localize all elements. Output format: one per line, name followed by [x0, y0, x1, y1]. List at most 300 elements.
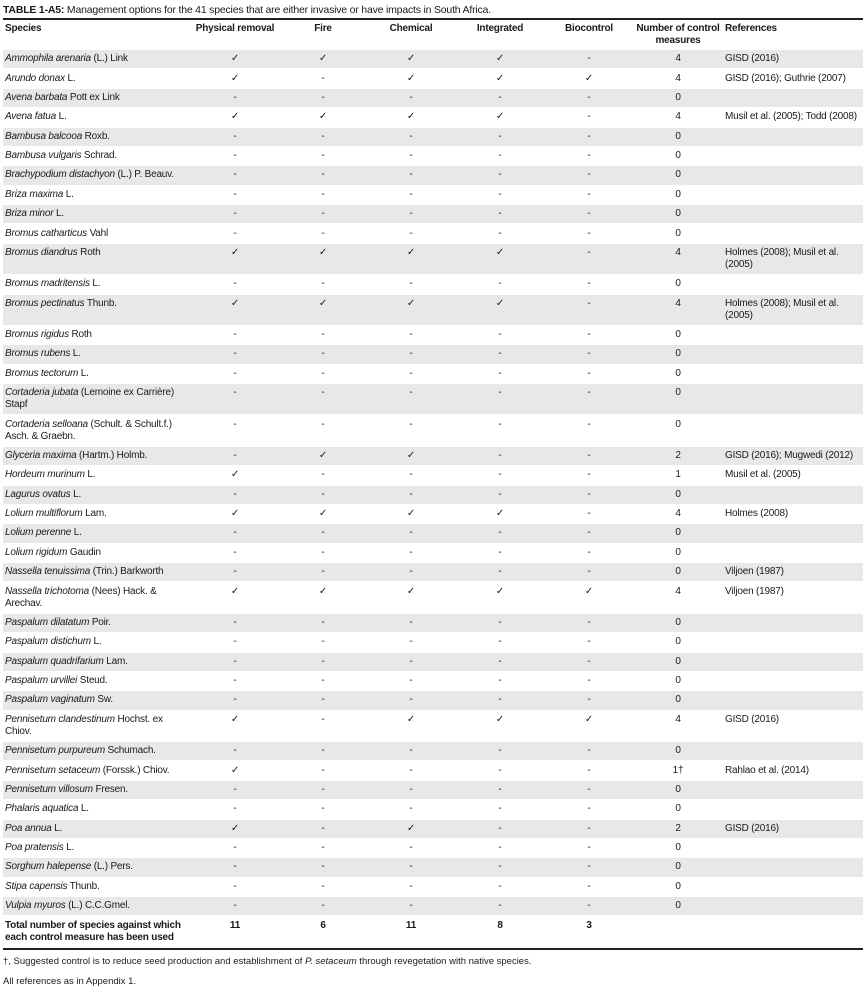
biocontrol-cell: -	[587, 900, 591, 912]
species-name: Sorghum halepense	[5, 861, 92, 873]
species-name: Lolium perenne	[5, 527, 72, 539]
table-row	[3, 166, 863, 185]
fire-cell: ✓	[318, 585, 328, 597]
control-count-cell: 4	[675, 508, 681, 520]
physical-removal-cell: -	[233, 616, 237, 628]
chemical-cell: -	[409, 488, 413, 500]
chemical-cell: ✓	[406, 508, 416, 520]
table-row	[3, 761, 863, 780]
biocontrol-cell: -	[587, 329, 591, 341]
species-authority: L.	[53, 208, 64, 220]
species-authority: Roxb.	[82, 130, 110, 142]
table-row	[3, 524, 863, 543]
integrated-cell: -	[498, 694, 502, 706]
species-name: Lagurus ovatus	[5, 488, 71, 500]
species-name: Pennisetum clandestinum	[5, 713, 115, 725]
fire-cell: -	[321, 566, 325, 578]
species-authority: L.	[89, 278, 101, 290]
chemical-cell: ✓	[406, 297, 416, 309]
species-cell	[3, 243, 191, 274]
control-count-cell: 4	[675, 246, 681, 258]
biocontrol-cell: -	[587, 783, 591, 795]
table-row	[3, 858, 863, 877]
fire-cell: -	[321, 150, 325, 162]
references-cell: Holmes (2008); Musil et al. (2005)	[725, 246, 839, 270]
physical-removal-cell: ✓	[230, 53, 240, 65]
integrated-cell: ✓	[495, 713, 505, 725]
control-count-cell: 4	[675, 713, 681, 725]
table-row	[3, 633, 863, 652]
table-row	[3, 446, 863, 465]
species-name: Nassella trichotoma	[5, 585, 90, 597]
references-cell	[723, 633, 863, 652]
species-name: Hordeum murinum	[5, 469, 85, 481]
table-body	[3, 50, 863, 950]
fire-cell: ✓	[318, 297, 328, 309]
species-name: Bromus rigidus	[5, 329, 69, 341]
control-count-cell: 4	[675, 111, 681, 123]
control-count-cell: 0	[675, 329, 681, 341]
physical-removal-cell: -	[233, 130, 237, 142]
integrated-cell: -	[498, 783, 502, 795]
integrated-cell: -	[498, 208, 502, 220]
species-cell	[3, 294, 191, 325]
physical-removal-cell: -	[233, 566, 237, 578]
species-cell	[3, 224, 191, 243]
control-count-cell: 0	[675, 227, 681, 239]
physical-removal-cell: -	[233, 418, 237, 430]
species-cell	[3, 325, 191, 344]
table-row	[3, 563, 863, 582]
references-cell	[723, 858, 863, 877]
biocontrol-cell: -	[587, 566, 591, 578]
table-row	[3, 652, 863, 671]
species-authority: (Forssk.) Chiov.	[100, 764, 170, 776]
species-authority: Fresen.	[92, 783, 128, 795]
biocontrol-cell: -	[587, 880, 591, 892]
references-cell	[723, 275, 863, 294]
control-count-cell: 0	[675, 566, 681, 578]
chemical-cell: -	[409, 694, 413, 706]
species-cell	[3, 563, 191, 582]
species-authority: L.	[78, 367, 89, 379]
biocontrol-cell: -	[587, 53, 591, 65]
references-cell	[723, 345, 863, 364]
species-authority: L.	[63, 188, 74, 200]
biocontrol-cell: -	[587, 546, 591, 558]
biocontrol-cell: -	[587, 169, 591, 181]
fire-cell: -	[321, 527, 325, 539]
physical-removal-cell: -	[233, 655, 237, 667]
fire-cell: -	[321, 616, 325, 628]
biocontrol-cell: -	[587, 297, 591, 309]
table-notes	[3, 956, 862, 988]
biocontrol-cell: -	[587, 745, 591, 757]
table-row	[3, 88, 863, 107]
biocontrol-cell: -	[587, 694, 591, 706]
footnote-text-end: through revegetation with native species.	[356, 956, 532, 968]
control-count-cell: 0	[675, 546, 681, 558]
total-biocontrol: 3	[545, 916, 633, 950]
integrated-cell: -	[498, 655, 502, 667]
species-authority: Poir.	[89, 616, 111, 628]
fire-cell: -	[321, 822, 325, 834]
species-cell	[3, 800, 191, 819]
physical-removal-cell: ✓	[230, 713, 240, 725]
species-name: Briza maxima	[5, 188, 64, 200]
species-authority: Lam.	[82, 508, 107, 520]
biocontrol-cell: -	[587, 91, 591, 103]
references-cell	[723, 877, 863, 896]
physical-removal-cell: -	[233, 694, 237, 706]
integrated-cell: -	[498, 900, 502, 912]
table-row	[3, 205, 863, 224]
chemical-cell: -	[409, 130, 413, 142]
references-cell	[723, 127, 863, 146]
references-cell	[723, 652, 863, 671]
references-note: All references as in Appendix 1.	[3, 976, 137, 988]
footnote-species: P. setaceum	[305, 956, 357, 968]
physical-removal-cell: ✓	[230, 585, 240, 597]
species-cell	[3, 671, 191, 690]
species-authority: L.	[63, 842, 75, 854]
references-cell	[723, 485, 863, 504]
chemical-cell: -	[409, 546, 413, 558]
fire-cell: -	[321, 418, 325, 430]
chemical-cell: -	[409, 208, 413, 220]
fire-cell: -	[321, 91, 325, 103]
fire-cell: -	[321, 278, 325, 290]
fire-cell: -	[321, 469, 325, 481]
species-authority: Lam.	[103, 655, 128, 667]
species-authority: Roth	[77, 246, 101, 258]
species-authority: Hochst. ex Chiov.	[5, 713, 163, 737]
fire-cell: -	[321, 348, 325, 360]
species-cell	[3, 88, 191, 107]
table-row	[3, 485, 863, 504]
species-authority: (L.) Pers.	[91, 861, 133, 873]
integrated-cell: -	[498, 418, 502, 430]
references-cell	[723, 671, 863, 690]
control-count-cell: 0	[675, 527, 681, 539]
species-cell	[3, 69, 191, 88]
references-cell	[723, 364, 863, 383]
integrated-cell: -	[498, 348, 502, 360]
chemical-cell: -	[409, 636, 413, 648]
species-name: Nassella tenuissima	[5, 566, 91, 578]
species-cell	[3, 761, 191, 780]
integrated-cell: -	[498, 861, 502, 873]
physical-removal-cell: -	[233, 329, 237, 341]
footnote-text: †, Suggested control is to reduce seed production and establishment of	[3, 956, 306, 968]
species-name: Bromus tectorum	[5, 367, 79, 379]
chemical-cell: ✓	[406, 822, 416, 834]
references-cell	[723, 185, 863, 204]
species-authority: (Schult. & Schult.f.) Asch. & Graebn.	[5, 418, 172, 442]
references-cell: Holmes (2008)	[725, 508, 788, 520]
references-cell	[723, 742, 863, 761]
control-count-cell: 1†	[672, 764, 684, 776]
references-cell: GISD (2016)	[725, 822, 779, 834]
fire-cell: -	[321, 861, 325, 873]
physical-removal-cell: -	[233, 900, 237, 912]
fire-cell: -	[321, 745, 325, 757]
species-cell	[3, 710, 191, 741]
header-integrated: Integrated	[476, 23, 524, 34]
integrated-cell: -	[498, 880, 502, 892]
chemical-cell: ✓	[406, 713, 416, 725]
species-cell	[3, 524, 191, 543]
fire-cell: -	[321, 130, 325, 142]
species-authority: Sw.	[94, 694, 113, 706]
biocontrol-cell: -	[587, 675, 591, 687]
chemical-cell: ✓	[406, 111, 416, 123]
species-cell	[3, 897, 191, 916]
biocontrol-cell: -	[587, 655, 591, 667]
fire-cell: -	[321, 842, 325, 854]
species-name: Avena fatua	[5, 111, 56, 123]
control-count-cell: 2	[675, 449, 681, 461]
fire-cell: -	[321, 764, 325, 776]
header-number-of-control-measures: Number of control measures	[636, 23, 720, 46]
species-cell	[3, 446, 191, 465]
footnote-dagger	[3, 956, 862, 968]
physical-removal-cell: -	[233, 636, 237, 648]
species-authority: L.	[51, 822, 63, 834]
table-row	[3, 742, 863, 761]
chemical-cell: ✓	[406, 53, 416, 65]
species-cell	[3, 275, 191, 294]
species-name: Bambusa balcooa	[5, 130, 83, 142]
chemical-cell: -	[409, 150, 413, 162]
fire-cell: -	[321, 208, 325, 220]
chemical-cell: -	[409, 169, 413, 181]
fire-cell: -	[321, 387, 325, 399]
fire-cell: -	[321, 329, 325, 341]
references-cell	[723, 543, 863, 562]
species-authority: L.	[78, 803, 89, 815]
control-count-cell: 0	[675, 675, 681, 687]
chemical-cell: -	[409, 418, 413, 430]
species-cell	[3, 384, 191, 415]
fire-cell: -	[321, 675, 325, 687]
control-count-cell: 0	[675, 367, 681, 379]
biocontrol-cell: -	[587, 246, 591, 258]
references-cell	[723, 780, 863, 799]
fire-cell: ✓	[318, 53, 328, 65]
integrated-cell: -	[498, 822, 502, 834]
table-row	[3, 294, 863, 325]
species-authority: L.	[64, 72, 76, 84]
chemical-cell: -	[409, 278, 413, 290]
species-authority: (L.) Link	[90, 53, 128, 65]
chemical-cell: -	[409, 764, 413, 776]
total-empty	[633, 916, 723, 950]
species-authority: Schrad.	[81, 150, 117, 162]
integrated-cell: -	[498, 449, 502, 461]
species-authority: L.	[70, 488, 82, 500]
references-cell: GISD (2016)	[725, 713, 779, 725]
references-cell	[723, 613, 863, 632]
references-cell: GISD (2016); Guthrie (2007)	[725, 72, 846, 84]
biocontrol-cell: -	[587, 508, 591, 520]
table-row	[3, 897, 863, 916]
caption-text: Management options for the 41 species that are either invasive or have impacts in South Africa.	[64, 4, 491, 16]
references-cell	[723, 897, 863, 916]
biocontrol-cell: -	[587, 188, 591, 200]
biocontrol-cell: -	[587, 488, 591, 500]
species-name: Paspalum vaginatum	[5, 694, 95, 706]
species-cell	[3, 742, 191, 761]
species-cell	[3, 166, 191, 185]
chemical-cell: -	[409, 655, 413, 667]
control-count-cell: 0	[675, 745, 681, 757]
references-cell	[723, 205, 863, 224]
biocontrol-cell: -	[587, 111, 591, 123]
physical-removal-cell: ✓	[230, 111, 240, 123]
biocontrol-cell: -	[587, 130, 591, 142]
species-cell	[3, 819, 191, 838]
physical-removal-cell: ✓	[230, 508, 240, 520]
control-count-cell: 0	[675, 655, 681, 667]
species-authority: L.	[84, 469, 96, 481]
total-chemical: 11	[367, 916, 455, 950]
physical-removal-cell: -	[233, 387, 237, 399]
references-cell	[723, 146, 863, 165]
physical-removal-cell: ✓	[230, 72, 240, 84]
species-name: Paspalum distichum	[5, 636, 91, 648]
table-row	[3, 146, 863, 165]
total-row	[3, 916, 863, 950]
species-name: Glyceria maxima	[5, 449, 77, 461]
fire-cell: ✓	[318, 449, 328, 461]
fire-cell: -	[321, 367, 325, 379]
species-name: Arundo donax	[5, 72, 65, 84]
control-count-cell: 0	[675, 169, 681, 181]
fire-cell: -	[321, 900, 325, 912]
species-authority: (Lemoine ex Carrière) Stapf	[5, 387, 174, 411]
species-name: Pennisetum villosum	[5, 783, 93, 795]
references-cell	[723, 384, 863, 415]
species-cell	[3, 838, 191, 857]
biocontrol-cell: -	[587, 861, 591, 873]
integrated-cell: -	[498, 227, 502, 239]
table-row	[3, 877, 863, 896]
chemical-cell: -	[409, 803, 413, 815]
table-row	[3, 504, 863, 523]
references-cell	[723, 88, 863, 107]
chemical-cell: -	[409, 783, 413, 795]
physical-removal-cell: -	[233, 546, 237, 558]
table-row	[3, 466, 863, 485]
physical-removal-cell: -	[233, 449, 237, 461]
physical-removal-cell: -	[233, 675, 237, 687]
biocontrol-cell: -	[587, 418, 591, 430]
table-row	[3, 224, 863, 243]
table-row	[3, 582, 863, 613]
table-row	[3, 543, 863, 562]
species-name: Briza minor	[5, 208, 54, 220]
total-physical-removal: 11	[191, 916, 279, 950]
table-row	[3, 185, 863, 204]
chemical-cell: -	[409, 367, 413, 379]
species-cell	[3, 543, 191, 562]
table-row	[3, 364, 863, 383]
table-row	[3, 325, 863, 344]
references-cell: Musil et al. (2005); Todd (2008)	[725, 111, 857, 123]
biocontrol-cell: -	[587, 348, 591, 360]
table-row	[3, 384, 863, 415]
physical-removal-cell: ✓	[230, 297, 240, 309]
physical-removal-cell: -	[233, 348, 237, 360]
biocontrol-cell: -	[587, 527, 591, 539]
chemical-cell: -	[409, 842, 413, 854]
species-cell	[3, 205, 191, 224]
fire-cell: -	[321, 783, 325, 795]
table-row	[3, 345, 863, 364]
control-count-cell: 4	[675, 585, 681, 597]
control-count-cell: 0	[675, 208, 681, 220]
physical-removal-cell: -	[233, 227, 237, 239]
integrated-cell: ✓	[495, 53, 505, 65]
physical-removal-cell: -	[233, 278, 237, 290]
physical-removal-cell: -	[233, 745, 237, 757]
species-cell	[3, 485, 191, 504]
references-cell: Holmes (2008); Musil et al. (2005)	[725, 297, 839, 321]
integrated-cell: ✓	[495, 72, 505, 84]
control-count-cell: 4	[675, 72, 681, 84]
biocontrol-cell: -	[587, 278, 591, 290]
table-row	[3, 69, 863, 88]
integrated-cell: -	[498, 842, 502, 854]
species-name: Poa pratensis	[5, 842, 64, 854]
integrated-cell: -	[498, 91, 502, 103]
species-authority: (L.) C.C.Gmel.	[65, 900, 130, 912]
control-count-cell: 0	[675, 900, 681, 912]
species-cell	[3, 108, 191, 127]
fire-cell: -	[321, 636, 325, 648]
biocontrol-cell: -	[587, 208, 591, 220]
biocontrol-cell: ✓	[584, 72, 594, 84]
species-name: Stipa capensis	[5, 880, 68, 892]
integrated-cell: -	[498, 469, 502, 481]
control-count-cell: 0	[675, 418, 681, 430]
chemical-cell: ✓	[406, 449, 416, 461]
species-name: Poa annua	[5, 822, 52, 834]
references-cell: Rahlao et al. (2014)	[725, 764, 809, 776]
fire-cell: ✓	[318, 246, 328, 258]
chemical-cell: -	[409, 745, 413, 757]
biocontrol-cell: -	[587, 764, 591, 776]
chemical-cell: -	[409, 91, 413, 103]
chemical-cell: -	[409, 880, 413, 892]
control-count-cell: 0	[675, 91, 681, 103]
fire-cell: -	[321, 169, 325, 181]
physical-removal-cell: -	[233, 150, 237, 162]
species-name: Vulpia myuros	[5, 900, 66, 912]
total-label: Total number of species against which each control measure has been used	[3, 916, 191, 950]
integrated-cell: -	[498, 367, 502, 379]
species-name: Pennisetum setaceum	[5, 764, 101, 776]
control-count-cell: 0	[675, 278, 681, 290]
control-count-cell: 0	[675, 636, 681, 648]
species-name: Paspalum urvillei	[5, 675, 78, 687]
integrated-cell: -	[498, 745, 502, 757]
control-count-cell: 0	[675, 842, 681, 854]
total-empty	[723, 916, 863, 950]
species-authority: Thunb.	[84, 297, 117, 309]
physical-removal-cell: -	[233, 488, 237, 500]
